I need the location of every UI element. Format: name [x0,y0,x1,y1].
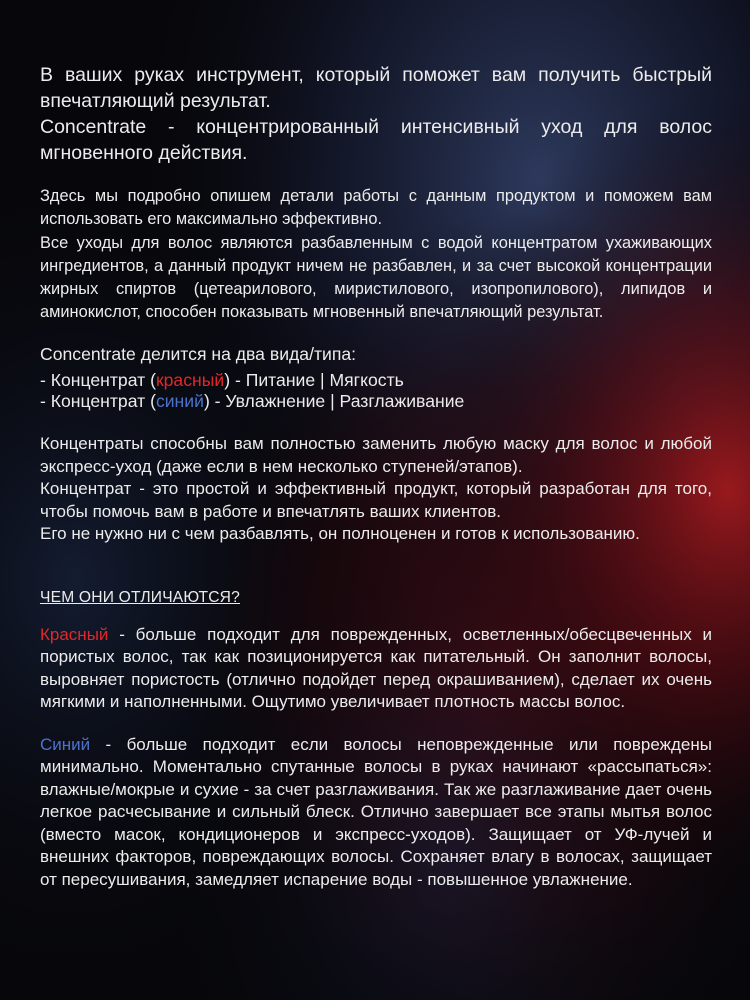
details-paragraph: Здесь мы подробно опишем детали работы с данным продуктом и поможем вам использовать его максимально эффективно. [40,187,712,229]
document-body [40,62,712,891]
intro-section [40,62,712,166]
intro-line: В ваших руках инструмент, который поможет вам получить быстрый впечатляющий результат. [40,64,712,112]
red-type-label: красный [155,369,225,390]
types-list [40,370,712,412]
blue-label: Синий [40,734,91,754]
intro-product-line: Concentrate - концентрированный интенсивный уход для волос мгновенного действия. [40,116,712,164]
types-intro: Concentrate делится на два вида/типа: [40,343,357,364]
replace-paragraph: Концентрат - это простой и эффективный продукт, который разработан для того, чтобы помочь вам в работе и впечатлять ваших клиентов. [40,479,712,521]
details-paragraph: Все уходы для волос являются разбавленным с водой концентратом ухаживающих ингредиентов, а данный продукт ничем не разбавлен, и за счет высокой концентрации жирных спиртов (цетеарилового, миристилового, изопропилового), липидов и аминокислот, способен показывать мгновенный впечатляющий результат. [40,233,712,322]
types-section [40,344,712,413]
details-section [40,185,712,325]
type-blue-item: - Концентрат (синий) - Увлажнение | Разглаживание [40,391,465,412]
replace-paragraph: Его не нужно ни с чем разбавлять, он полноценен и готов к использованию. [40,524,640,544]
type-red-item: - Концентрат (красный) - Питание | Мягкость [40,369,404,390]
red-label: Красный [40,624,109,644]
blue-type-label: синий [155,391,204,412]
replace-section [40,433,712,546]
replace-paragraph: Концентраты способны вам полностью заменить любую маску для волос и любой экспресс-уход (даже если в нем несколько ступеней/этапов). [40,434,712,476]
red-description: Красный - больше подходит для поврежденных, осветленных/обесцвеченных и пористых волос, так как позиционируется как питательный. Он заполнит волосы, выровняет пористость (отлично подойдет перед окрашиванием), сделает их очень мягкими и наполненными. Ощутимо увеличивает плотность массы волос. [40,624,712,712]
section-heading: ЧЕМ ОНИ ОТЛИЧАЮТСЯ? [40,588,240,606]
blue-description: Синий - больше подходит если волосы неповрежденные или повреждены минимально. Моментально спутанные волосы в руках начинают «рассыпаться»: влажные/мокрые и сухие - за счет разглаживания. Так же разглаживание дает очень легкое расчесывание и сильный блеск. Отлично завершает все этапы мытья волос (вместо масок, кондиционеров и экспресс-уходов). Защищает от УФ-лучей и внешних факторов, повреждающих волосы. Сохраняет влагу в волосах, защищает от пересушивания, замедляет испарение воды - повышенное увлажнение. [40,734,712,889]
